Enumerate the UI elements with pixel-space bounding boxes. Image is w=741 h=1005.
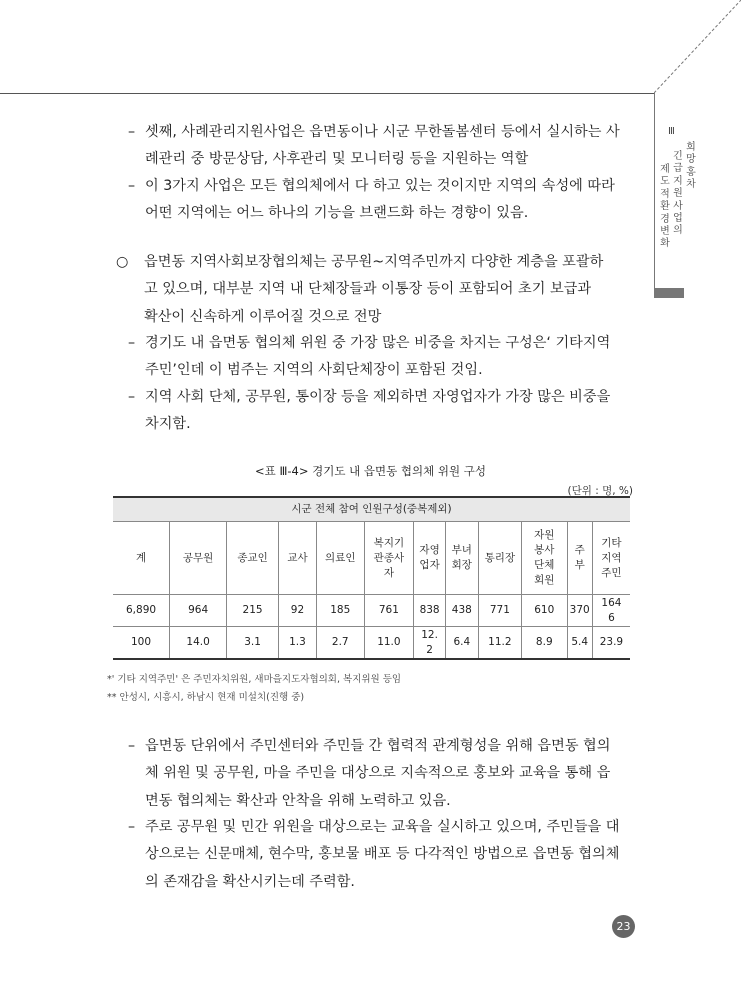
chapter-roman: Ⅲ	[668, 126, 675, 137]
table-cell: 3.1	[227, 627, 279, 660]
para-line: 주로 공무원 및 민간 위원을 대상으로는 교육을 실시하고 있으며, 주민들을 대	[145, 819, 620, 835]
bullet-marker: –	[128, 389, 136, 405]
col-header-text: 부녀회장	[451, 544, 472, 571]
col-header	[522, 522, 567, 595]
col-header: 의료인	[316, 522, 364, 595]
bullet-marker: –	[128, 335, 136, 351]
para-line: 지역 사회 단체, 공무원, 통이장 등을 제외하면 자영업자가 가장 많은 비중을	[145, 389, 611, 405]
bullet-para-3	[128, 330, 648, 385]
col-header: 종교인	[227, 522, 279, 595]
col-header: 교사	[278, 522, 316, 595]
bullet-para-5	[128, 733, 648, 815]
col-header-text: 자원봉사단체회원	[534, 529, 555, 586]
table-cell: 23.9	[592, 627, 630, 660]
table-cell: 5.4	[567, 627, 592, 660]
table-row	[113, 627, 630, 660]
col-header: 통리장	[478, 522, 521, 595]
table-cell: 838	[414, 595, 446, 627]
para-line: 면동 협의체는 확산과 안착을 위해 노력하고 있음.	[145, 792, 451, 809]
col-header: 공무원	[170, 522, 227, 595]
para-line: 확산이 신속하게 이루어질 것으로 전망	[144, 308, 382, 325]
para-line: 읍면동 지역사회보장협의체는 공무원~지역주민까지 다양한 계층을 포괄하	[144, 254, 604, 270]
corner-decoration	[654, 0, 741, 93]
table-cell: 6,890	[113, 595, 170, 627]
col-header	[445, 522, 478, 595]
col-header-text: 복지기관종사자	[373, 536, 405, 579]
para-line: 셋째, 사례관리지원사업은 읍면동이나 시군 무한돌봄센터 등에서 실시하는 사	[145, 124, 620, 140]
table-cell: 14.0	[170, 627, 227, 660]
table-cell-text: 12.2	[421, 628, 438, 656]
circle-para	[116, 249, 648, 331]
col-header	[364, 522, 414, 595]
para-line: 의 존재감을 확산시키는데 주력함.	[145, 873, 355, 890]
table-cell: 370	[567, 595, 592, 627]
table-cell: 438	[445, 595, 478, 627]
bullet-marker: –	[128, 819, 136, 835]
page-number: 23	[612, 915, 635, 938]
table-cell: 11.2	[478, 627, 521, 660]
table-cell: 964	[170, 595, 227, 627]
table-cell: 11.0	[364, 627, 414, 660]
bullet-para-2	[128, 173, 648, 228]
bullet-para-1	[128, 119, 648, 174]
table-cell: 771	[478, 595, 521, 627]
bullet-para-4	[128, 384, 648, 439]
col-header-text: 자영업자	[419, 544, 440, 571]
circle-marker: ○	[116, 254, 129, 270]
table-cell: 6.4	[445, 627, 478, 660]
table-caption: <표 Ⅲ-4> 경기도 내 읍면동 협의체 위원 구성	[255, 464, 486, 478]
table-cell: 92	[278, 595, 316, 627]
table-row	[113, 595, 630, 627]
table-unit: (단위 : 명, %)	[567, 485, 633, 497]
para-line: 어떤 지역에는 어느 하나의 기능을 브랜드화 하는 경향이 있음.	[145, 205, 529, 222]
header-rule	[0, 93, 654, 94]
table-note-2: ** 안성시, 시흥시, 하남시 현재 미설치(진행 중)	[107, 692, 305, 703]
col-header	[567, 522, 592, 595]
table-group-header: 시군 전체 참여 인원구성(중복제외)	[113, 497, 630, 522]
para-line: 체 위원 및 공무원, 마을 주민을 대상으로 지속적으로 홍보와 교육을 통해 읍	[145, 765, 611, 782]
bullet-para-6	[128, 814, 648, 896]
bullet-marker: –	[128, 124, 136, 140]
para-line: 주민’인데 이 범주는 지역의 사회단체장이 포함된 것임.	[145, 362, 483, 379]
table-cell: 761	[364, 595, 414, 627]
col-header-text: 기타지역주민	[601, 536, 622, 579]
para-line: 고 있으며, 대부분 지역 내 단체장들과 이통장 등이 포함되어 초기 보급과	[144, 281, 592, 298]
table-cell: 215	[227, 595, 279, 627]
chapter-title-col2: 긴급지원사업의	[673, 151, 683, 237]
table-cell: 185	[316, 595, 364, 627]
table-cell: 1.3	[278, 627, 316, 660]
side-rule	[654, 93, 655, 288]
para-line: 읍면동 단위에서 주민센터와 주민들 간 협력적 관계형성을 위해 읍면동 협의	[145, 738, 611, 754]
col-header	[414, 522, 446, 595]
table-cell: 100	[113, 627, 170, 660]
table-note-1: *' 기타 지역주민' 은 주민자치위원, 새마을지도자협의회, 복지위원 등임	[107, 674, 402, 685]
side-bar	[654, 288, 684, 298]
chapter-title-col1: 희망홍차	[686, 142, 696, 191]
col-header-text: 주부	[574, 544, 585, 571]
table-cell: 610	[522, 595, 567, 627]
para-line: 상으로는 신문매체, 현수막, 홍보물 배포 등 다각적인 방법으로 읍면동 협의체	[145, 846, 620, 863]
para-line: 차지함.	[145, 416, 191, 433]
col-header: 계	[113, 522, 170, 595]
table-cell	[414, 627, 446, 660]
chapter-title-col3: 제도적환경변화	[660, 164, 670, 250]
bullet-marker: –	[128, 178, 136, 194]
col-header	[592, 522, 630, 595]
para-line: 경기도 내 읍면동 협의체 위원 중 가장 많은 비중을 차지는 구성은‘ 기타지역	[145, 335, 611, 351]
bullet-marker: –	[128, 738, 136, 754]
para-line: 이 3가지 사업은 모든 협의체에서 다 하고 있는 것이지만 지역의 속성에 따라	[145, 178, 615, 194]
table-cell-text: 1646	[601, 596, 622, 624]
table-cell: 2.7	[316, 627, 364, 660]
member-composition-table	[113, 496, 630, 660]
table-cell: 8.9	[522, 627, 567, 660]
table-cell	[592, 595, 630, 627]
para-line: 례관리 중 방문상담, 사후관리 및 모니터링 등을 지원하는 역할	[145, 151, 529, 168]
